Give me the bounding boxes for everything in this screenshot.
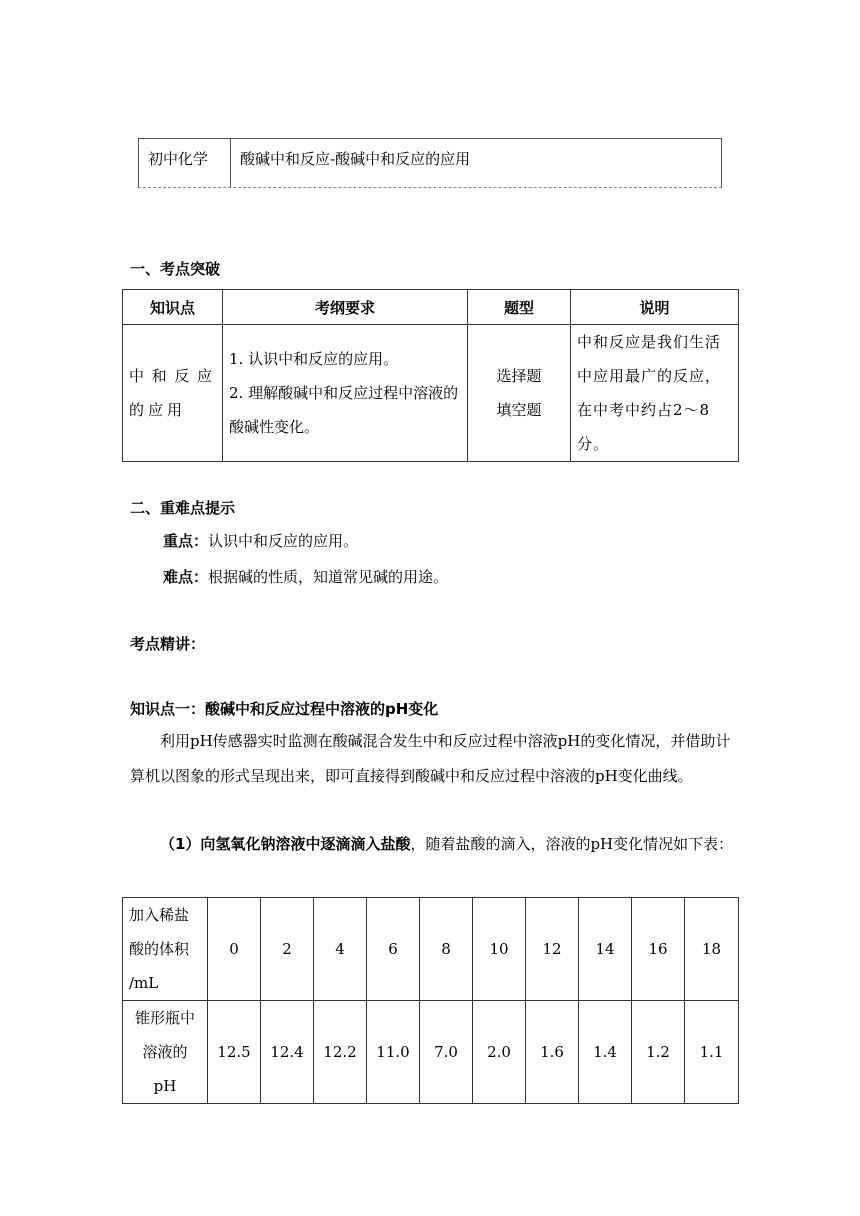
ph-cell: 12.4 [261,1001,314,1104]
ph-label-line-2: 溶液的 [142,1043,188,1061]
question-type-2: 填空题 [496,401,542,419]
topic-title: 酸碱中和反应-酸碱中和反应的应用 [240,150,471,168]
volume-row-label [123,898,208,1001]
difficult-point-line [163,566,448,587]
ph-cell: 11.0 [367,1001,420,1104]
table-row [123,325,739,462]
volume-label-line-1: 加入稀盐 [129,906,190,924]
volume-label-line-2: 酸的体积 [129,940,190,958]
volume-cell: 4 [314,898,367,1001]
key-point-line [163,530,358,551]
header-box [138,138,722,188]
section2-heading: 二、重难点提示 [130,499,236,517]
item1-text: ，随着盐酸的滴入，溶液的pH变化情况如下表： [410,835,734,853]
ph-label-line-1: 锥形瓶中 [134,1009,195,1027]
header-cell-requirement: 考纲要求 [223,290,468,325]
ph-change-table [122,897,739,1104]
ph-label-line-3: pH [153,1077,177,1095]
knowledge-point-1-heading: 知识点一：酸碱中和反应过程中溶液的pH变化 [130,700,439,718]
item1-bold: （1）向氢氧化钠溶液中逐滴滴入盐酸 [160,835,411,853]
header-cell-type: 题型 [468,290,571,325]
volume-cell: 10 [473,898,526,1001]
cell-description: 中和反应是我们生活中应用最广的反应，在中考中约占2～8分。 [571,325,739,462]
cell-requirement [223,325,468,462]
subject-label: 初中化学 [139,139,231,187]
ph-cell: 12.2 [314,1001,367,1104]
ph-row [123,1001,739,1104]
volume-cell: 16 [632,898,685,1001]
exam-points-table [122,289,739,462]
header-cell-knowledge: 知识点 [123,290,223,325]
difficult-point-text: 根据碱的性质，知道常见碱的用途。 [208,568,449,586]
volume-cell: 18 [685,898,739,1001]
ph-cell: 1.2 [632,1001,685,1104]
ph-cell: 1.4 [579,1001,632,1104]
difficult-point-label: 难点： [163,568,209,586]
ph-cell: 7.0 [420,1001,473,1104]
ph-cell: 12.5 [208,1001,261,1104]
volume-row [123,898,739,1001]
key-point-text: 认识中和反应的应用。 [208,532,359,550]
item1-paragraph [130,827,734,862]
requirement-1: 1. 认识中和反应的应用。 [229,350,399,368]
volume-cell: 8 [420,898,473,1001]
ph-cell: 2.0 [473,1001,526,1104]
volume-cell: 14 [579,898,632,1001]
header-cell-description: 说明 [571,290,739,325]
volume-cell: 0 [208,898,261,1001]
lecture-heading: 考点精讲： [130,635,206,653]
cell-knowledge-point: 中和反应的应用 [123,325,223,462]
question-type-1: 选择题 [496,367,542,385]
volume-label-line-3: /mL [129,974,159,992]
volume-cell: 2 [261,898,314,1001]
cell-question-type [468,325,571,462]
volume-cell: 12 [526,898,579,1001]
section1-heading: 一、考点突破 [130,260,221,278]
ph-cell: 1.1 [685,1001,739,1104]
ph-cell: 1.6 [526,1001,579,1104]
table-header-row [123,290,739,325]
key-point-label: 重点： [163,532,209,550]
requirement-2: 2. 理解酸碱中和反应过程中溶液的酸碱性变化。 [229,384,459,436]
ph-row-label [123,1001,208,1104]
knowledge-intro-paragraph: 利用pH传感器实时监测在酸碱混合发生中和反应过程中溶液pH的变化情况，并借助计算机以图象的形式呈现出来，即可直接得到酸碱中和反应过程中溶液的pH变化曲线。 [130,732,731,785]
volume-cell: 6 [367,898,420,1001]
